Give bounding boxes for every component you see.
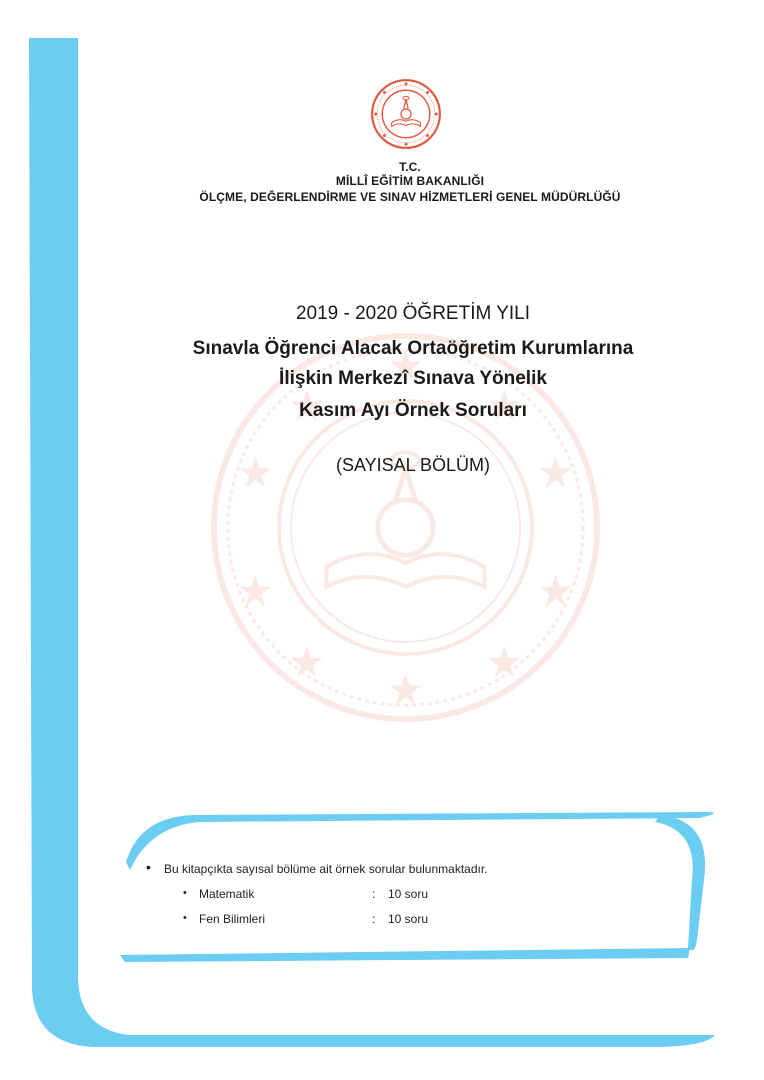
- header-ministry: MİLLÎ EĞİTİM BAKANLIĞI: [335, 174, 485, 188]
- item-count: 10 soru: [388, 887, 429, 901]
- ministry-logo: [370, 78, 442, 150]
- item-separator: :: [372, 912, 376, 926]
- item-bullet-icon: •: [183, 887, 187, 899]
- info-intro: Bu kitapçıkta sayısal bölüme ait örnek sorular bulunmaktadır.: [164, 862, 488, 876]
- title-line-2: İlişkin Merkezî Sınava Yönelik: [279, 368, 547, 389]
- section-label: (SAYISAL BÖLÜM): [335, 455, 491, 475]
- title-line-1: Sınavla Öğrenci Alacak Ortaöğretim Kurumlarına: [192, 338, 634, 359]
- title-line-3: Kasım Ayı Örnek Soruları: [299, 400, 527, 421]
- info-box-right-curve: [655, 815, 705, 950]
- item-separator: :: [372, 887, 376, 901]
- header-tc: T.C.: [399, 160, 421, 174]
- item-count: 10 soru: [388, 912, 429, 926]
- info-box-bottom-line: [120, 948, 690, 962]
- header-directorate: ÖLÇME, DEĞERLENDİRME VE SINAV HİZMETLERİ GENEL MÜDÜRLÜĞÜ: [199, 190, 621, 204]
- item-bullet-icon: •: [183, 912, 187, 924]
- item-subject: Fen Bilimleri: [199, 912, 266, 926]
- item-subject: Matematik: [199, 887, 255, 901]
- intro-bullet-icon: •: [146, 859, 151, 875]
- academic-year: 2019 - 2020 ÖĞRETİM YILI: [295, 303, 531, 324]
